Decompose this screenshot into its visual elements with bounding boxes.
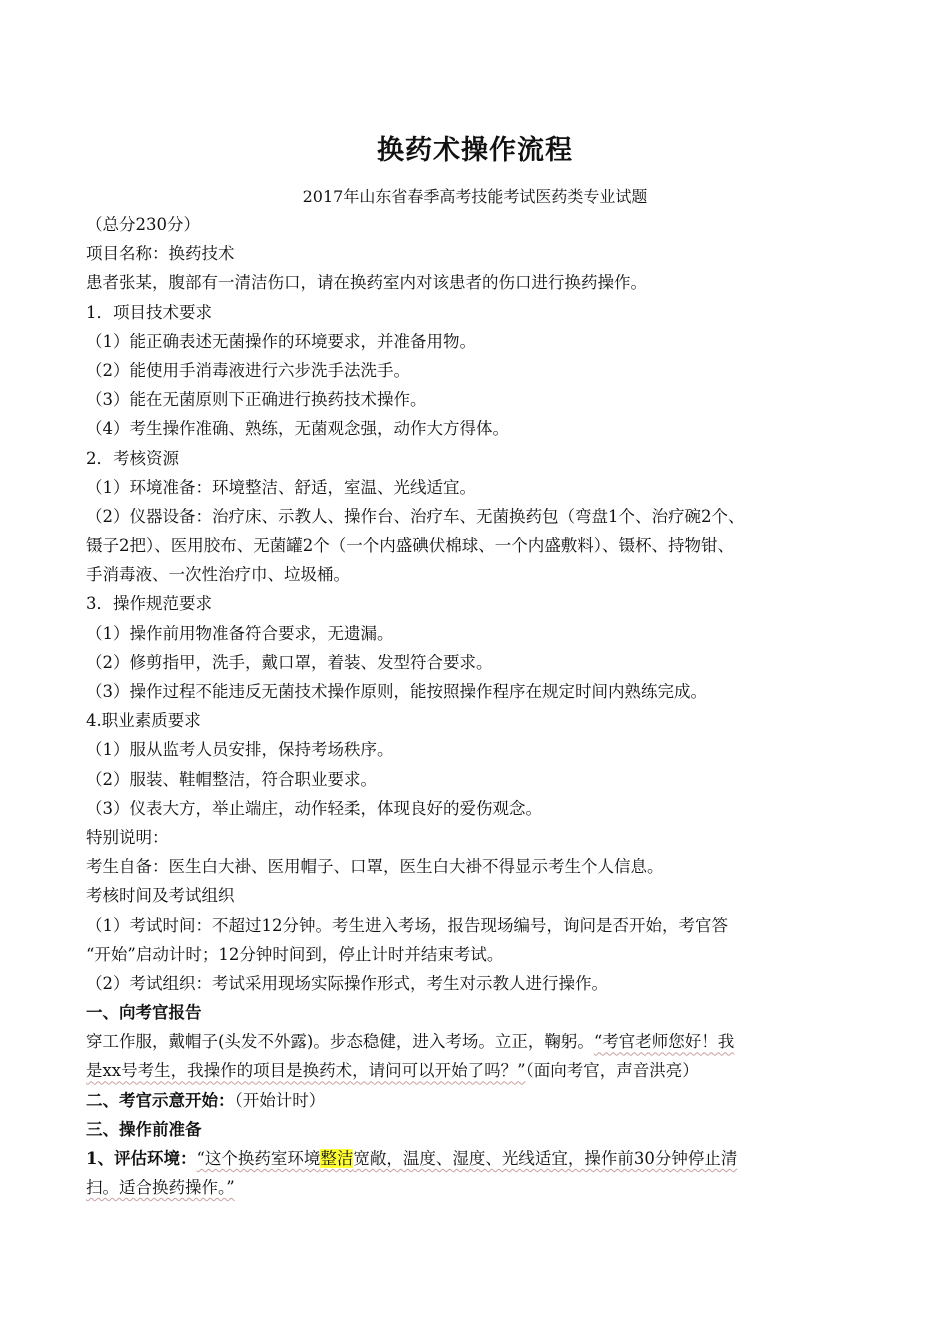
assess-label: 1、评估环境： xyxy=(86,1149,197,1168)
part-1-note: （面向考官，声音洪亮） xyxy=(525,1061,699,1081)
part-1-line-2 xyxy=(86,1056,876,1085)
project-name: 项目名称：换药技术 xyxy=(86,244,235,264)
document-body xyxy=(86,210,876,1202)
section-1-heading: 1．项目技术要求 xyxy=(86,302,212,322)
section-3-item: （2）修剪指甲，洗手，戴口罩，着装、发型符合要求。 xyxy=(86,652,493,672)
section-1-item: （2）能使用手消毒液进行六步洗手法洗手。 xyxy=(86,360,410,380)
section-2-item-1: （1）环境准备：环境整洁、舒适，室温、光线适宜。 xyxy=(86,477,476,497)
part-1-quote-end: 是xx号考生，我操作的项目是换药术，请问可以开始了吗？” xyxy=(86,1061,526,1081)
document-title: 换药术操作流程 xyxy=(377,135,573,166)
part-1-instruction: 穿工作服，戴帽子(头发不外露)。步态稳健，进入考场。立正，鞠躬。 xyxy=(86,1032,594,1052)
section-2-heading: 2．考核资源 xyxy=(86,448,179,468)
part-3-assess-line-1 xyxy=(86,1144,876,1173)
section-1-item: （1）能正确表述无菌操作的环境要求，并准备用物。 xyxy=(86,331,476,351)
section-4-item: （3）仪表大方，举止端庄，动作轻柔，体现良好的爱伤观念。 xyxy=(86,798,542,818)
part-2-heading: 二、考官示意开始： xyxy=(86,1090,235,1110)
section-3-heading: 3．操作规范要求 xyxy=(86,594,212,614)
section-1-item: （4）考生操作准确、熟练，无菌观念强，动作大方得体。 xyxy=(86,419,509,439)
case-intro: 患者张某，腹部有一清洁伤口，请在换药室内对该患者的伤口进行换药操作。 xyxy=(86,273,647,293)
part-1-line-1 xyxy=(86,1027,876,1056)
special-note-heading: 特别说明： xyxy=(86,827,169,847)
assess-quote-end: 扫。适合换药操作。” xyxy=(86,1178,235,1198)
section-4-item: （2）服装、鞋帽整洁，符合职业要求。 xyxy=(86,769,377,789)
part-2-note: （开始计时） xyxy=(234,1090,326,1110)
exam-org-heading: 考核时间及考试组织 xyxy=(86,886,235,906)
exam-org-item-1-line: “开始”启动计时；12分钟时间到，停止计时并结束考试。 xyxy=(86,944,504,964)
section-1-item: （3）能在无菌原则下正确进行换药技术操作。 xyxy=(86,390,427,410)
document-subtitle: 2017年山东省春季高考技能考试医药类专业试题 xyxy=(302,187,648,206)
section-3-item: （3）操作过程不能违反无菌技术操作原则，能按照操作程序在规定时间内熟练完成。 xyxy=(86,682,707,701)
section-2-item-2-line: （2）仪器设备：治疗床、示教人、操作台、治疗车、无菌换药包（弯盘1个、治疗碗2个、 xyxy=(86,506,745,526)
exam-org-item-2: （2）考试组织：考试采用现场实际操作形式，考生对示教人进行操作。 xyxy=(86,973,608,993)
exam-org-item-1-line: （1）考试时间：不超过12分钟。考生进入考场，报告现场编号，询问是否开始，考官答 xyxy=(86,915,728,935)
part-1-heading: 一、向考官报告 xyxy=(86,1003,202,1023)
assess-quote-start: “这个换药室环境 xyxy=(196,1149,321,1168)
section-4-item: （1）服从监考人员安排，保持考场秩序。 xyxy=(86,740,394,760)
part-3-assess-line-2 xyxy=(86,1173,876,1202)
total-score: （总分230分） xyxy=(86,215,200,234)
part-3-heading: 三、操作前准备 xyxy=(86,1119,202,1139)
highlighted-word: 整洁 xyxy=(320,1149,354,1168)
section-3-item: （1）操作前用物准备符合要求，无遗漏。 xyxy=(86,623,394,643)
part-1-quote-start: “考官老师您好！我 xyxy=(593,1032,735,1052)
section-4-heading: 4.职业素质要求 xyxy=(86,711,201,731)
assess-quote-middle: 宽敞，温度、湿度、光线适宜，操作前30分钟停止清 xyxy=(353,1149,738,1168)
section-2-item-2-line: 手消毒液、一次性治疗巾、垃圾桶。 xyxy=(86,565,350,585)
special-note-text: 考生自备：医生白大褂、医用帽子、口罩，医生白大褂不得显示考生个人信息。 xyxy=(86,857,664,877)
part-2-line xyxy=(86,1086,876,1115)
section-2-item-2-line: 镊子2把）、医用胶布、无菌罐2个（一个内盛碘伏棉球、一个内盛敷料）、镊杯、持物钳、 xyxy=(86,536,734,556)
